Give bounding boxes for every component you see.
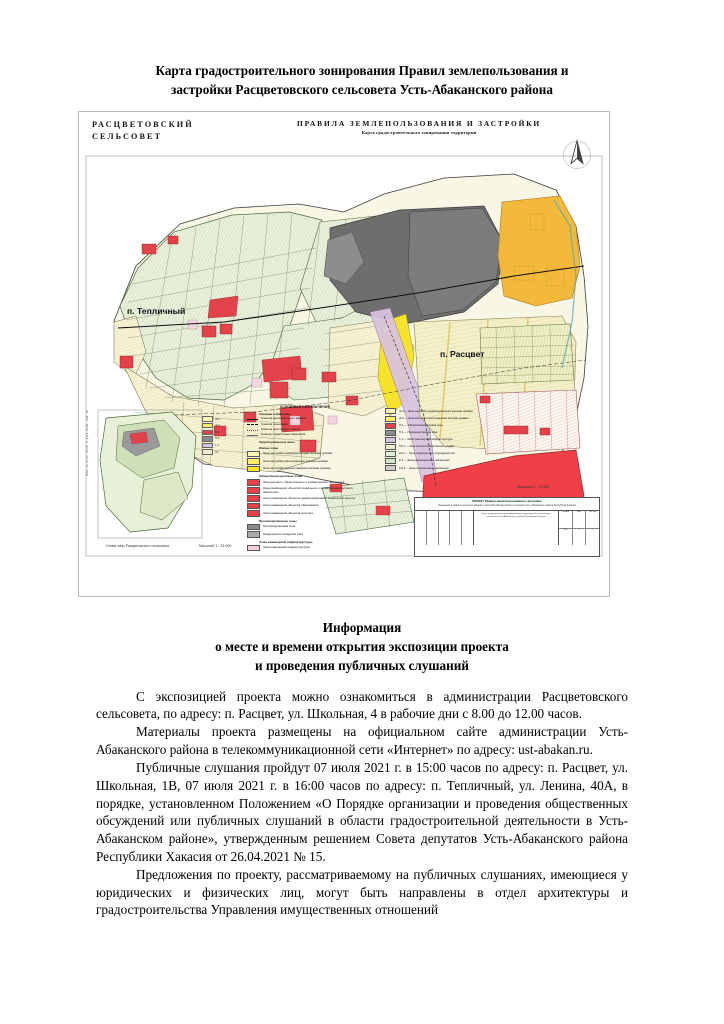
legend-row <box>246 428 364 432</box>
legend-zone-label: Т-1 — Зона транспортной инфраструктуры <box>399 438 453 442</box>
legend-row <box>246 531 364 537</box>
north-arrow-icon <box>560 138 594 172</box>
zone-index-swatch <box>202 416 213 421</box>
title-block-cell-header: Листов <box>589 511 597 514</box>
legend-zone-row <box>384 465 504 471</box>
legend-color-swatch <box>247 479 260 485</box>
legend-subgroup-title: Границы и кварталы <box>259 411 291 416</box>
zone-index-row <box>202 423 242 428</box>
legend-group-title: Зоны инженерной инфраструктуры <box>259 539 313 544</box>
title-block-cell-header: Лист <box>573 511 587 528</box>
legend-row <box>246 495 364 501</box>
legend-body <box>246 412 364 552</box>
legend-zone-label: СХ-2 — Зона садоводства и огородничества <box>399 452 455 456</box>
zone-index-row <box>202 416 242 421</box>
map-scale-inset: Масштаб 1 : 25 000 <box>199 544 232 549</box>
legend-row <box>246 545 364 551</box>
legend-line-sample <box>247 433 258 437</box>
legend-zone-label: СН-1 — Зона специального назначения <box>399 466 449 470</box>
legend-label: Производственная зона <box>263 524 296 529</box>
title-block-cell-value: ПЗЗ <box>559 529 573 546</box>
legend-row <box>246 451 364 457</box>
legend-subgroup-title: Жилые зоны <box>259 445 279 450</box>
legend-row <box>246 510 364 516</box>
legend-zone-row <box>384 430 504 436</box>
legend-label: Зона размещения объектов образования <box>263 503 319 508</box>
legend-zone-label: П-1 — Производственная зона <box>399 431 438 435</box>
zone-index-column <box>202 416 242 455</box>
legend-zone-swatch <box>385 458 396 464</box>
legend-color-swatch <box>247 524 260 530</box>
info-heading-line-1: Информация <box>322 620 402 636</box>
title-block-cell-header: Стадия <box>559 511 573 528</box>
legend-label: Граница населённого пункта <box>261 427 300 431</box>
legend-label: Зона делового, общественного и коммерческого назначения <box>263 479 345 484</box>
title-block-stage <box>559 511 599 545</box>
page-title-line-1: Карта градостроительного зонирования Правил землепользования и <box>155 63 569 78</box>
map-organization-line-2: СЕЛЬСОВЕТ <box>92 132 163 142</box>
legend-row <box>246 466 364 472</box>
legend-zone-swatch <box>385 423 396 429</box>
legend-zone-label: Ж-2 — Зона застройки малоэтажными жилыми домами <box>399 416 469 420</box>
title-block-sheet-name: Карта градостроительного зонирования территории Расцветовского сельсовета Усть-Абаканского района Республики Хакасия <box>474 511 559 545</box>
paragraph-website: Материалы проекта размещены на официальном сайте администрации Усть-Абаканского района в телекоммуникационной сети «Интернет» по адресу: ust-abakan.ru. <box>96 724 628 758</box>
zoning-map-figure <box>78 111 610 597</box>
zone-index-swatch <box>202 443 213 448</box>
inset-map <box>98 410 202 538</box>
legend-zone-row <box>384 408 504 414</box>
legend-zone-row <box>384 444 504 450</box>
legend-label: Зона размещения объектов здравоохранения и социальной защиты <box>263 495 355 500</box>
legend-label: Зона застройки индивидуальными жилыми домами <box>263 451 333 456</box>
legend-row <box>246 422 364 426</box>
info-heading-line-3: и проведения публичных слушаний <box>255 657 469 673</box>
zone-index-row <box>202 430 242 435</box>
legend-line-sample <box>247 428 258 432</box>
map-rules-title: ПРАВИЛА ЗЕМЛЕПОЛЬЗОВАНИЯ И ЗАСТРОЙКИ <box>296 119 542 129</box>
paragraph-hearings: Публичные слушания пройдут 07 июля 2021 г. в 15:00 часов по адресу: п. Расцвет, ул. Школьная, 1В, 07 июля 2021 г. в 16:00 часов по адресу: п. Тепличный, ул. Ленина, 40А, в порядке, установленном Положением «О Порядке организации и проведения общественных обсуждений или публичных слушаний в области градостроительной деятельности в Усть-Абаканском районе», утвержденным решением Совета депутатов Усть-Абаканского района Республики Хакасия от 26.04.2021 № 15. <box>96 759 628 864</box>
legend-zone-swatch <box>385 416 396 422</box>
zone-index-swatch <box>202 449 213 454</box>
legend-zone-codes <box>384 408 504 472</box>
legend-row <box>246 479 364 485</box>
legend-zone-label: Ж-1 — Зона застройки индивидуальными жилыми домами <box>399 409 473 413</box>
map-scale-main: Масштаб 1 : 10 000 <box>517 485 550 490</box>
legend-row <box>246 417 364 421</box>
map-rules-subtitle: Карта градостроительного зонирования территории <box>361 130 477 136</box>
legend-color-swatch <box>247 495 260 501</box>
zone-garden-east <box>480 324 574 384</box>
legend-label: Зона размещения объектов социального и коммунально-бытового назначения <box>263 485 353 494</box>
map-title-block <box>414 497 600 557</box>
map-inset-caption: Схема зоны Расцветовского сельсовета <box>106 544 170 549</box>
legend-row <box>246 503 364 509</box>
legend-row <box>246 524 364 530</box>
zone-index-row <box>202 436 242 441</box>
title-block-signatures <box>415 511 474 545</box>
legend-line-sample <box>247 422 258 426</box>
page-title <box>96 0 628 99</box>
legend-row <box>246 458 364 464</box>
legend-title: УСЛОВНЫЕ ОБОЗНАЧЕНИЯ <box>279 405 331 410</box>
zone-index-row <box>202 443 242 448</box>
legend-zone-swatch <box>385 451 396 457</box>
legend-label: Граница сельсовета <box>261 421 289 426</box>
legend-zone-swatch <box>385 408 396 414</box>
zone-index-swatch <box>202 436 213 441</box>
title-block-grid <box>415 510 599 545</box>
map-label-teplichny: п. Тепличный <box>127 306 186 317</box>
zone-index-code: Ж-1 <box>215 417 220 421</box>
legend-zone-label: СХ-1 — Зона сельскохозяйственных угодий <box>399 445 454 449</box>
zone-index-row <box>202 449 242 454</box>
legend-color-swatch <box>247 531 260 537</box>
legend-color-swatch <box>247 458 260 464</box>
zone-orange-ne <box>498 196 580 306</box>
legend-zone-swatch <box>385 465 396 471</box>
legend-label: Зона инженерной инфраструктуры <box>263 545 310 550</box>
legend-label: Зона застройки среднеэтажными жилыми домами <box>263 466 331 471</box>
legend-color-swatch <box>247 466 260 472</box>
legend-color-swatch <box>247 503 260 509</box>
legend-zone-row <box>384 416 504 422</box>
page-title-line-2: застройки Расцветовского сельсовета Усть-Абаканского района <box>171 81 553 97</box>
paragraph-proposals: Предложения по проекту, рассматриваемому на публичных слушаниях, имеющиеся у юридических и физических лиц, могут быть направлены в отдел архитектуры и градостроительства Управления имущественных отношений <box>96 866 628 918</box>
legend-group-title: Производственные зоны <box>259 518 297 523</box>
zone-index-code: П-1 <box>215 437 220 441</box>
legend-color-swatch <box>247 510 260 516</box>
legend-zone-row <box>384 458 504 464</box>
map-margin-stamp: Инв. № подл. Подп. и дата Взам. инв. № <box>85 410 89 477</box>
legend-row <box>246 487 364 494</box>
legend-color-swatch <box>247 451 260 457</box>
legend-zone-label: О-1 — Общественно-деловая зона <box>399 423 443 427</box>
zoning-map-canvas <box>84 116 604 592</box>
legend-zone-swatch <box>385 444 396 450</box>
legend-zone-row <box>384 437 504 443</box>
info-body <box>96 688 628 920</box>
legend-group-title: Общественно-деловые зоны <box>259 474 303 479</box>
legend-zone-swatch <box>385 437 396 443</box>
title-block-cell-value: 1 <box>573 529 587 546</box>
info-heading-line-2: о месте и времени открытия экспозиции проекта <box>215 639 509 655</box>
map-legend <box>246 405 364 552</box>
zone-index-code: СХ <box>215 450 219 454</box>
legend-label: Зона размещения объектов культуры <box>263 510 314 515</box>
zone-index-code: О-1 <box>215 430 220 434</box>
legend-label: Граница муниципального района <box>261 416 306 421</box>
title-block-head: ПРОЕКТ Правил землепользования и застройки <box>472 499 542 504</box>
title-block-cell-value: 1 <box>592 528 594 531</box>
zone-index-swatch <box>202 423 213 428</box>
info-heading <box>96 597 628 675</box>
map-organization-line-1: РАСЦВЕТОВСКИЙ <box>92 120 194 130</box>
legend-zone-row <box>384 451 504 457</box>
legend-zone-swatch <box>385 430 396 436</box>
paragraph-exposition: С экспозицией проекта можно ознакомиться в администрации Расцветовского сельсовета, по адресу: п. Расцвет, ул. Школьная, 4 в рабочие дни с 8.00 до 12.00 часов. <box>96 688 628 722</box>
legend-line-sample <box>247 417 258 421</box>
map-label-rascvet: п. Расцвет <box>440 349 485 360</box>
legend-color-swatch <box>247 545 260 551</box>
zone-index-code: Т-1 <box>215 443 219 447</box>
legend-zone-row <box>384 423 504 429</box>
legend-color-swatch <box>247 487 260 493</box>
legend-label: Коммунально-складская зона <box>263 531 303 536</box>
zone-index-code: Ж-2 <box>215 424 220 428</box>
zone-index-swatch <box>202 430 213 435</box>
legend-label: Зона застройки малоэтажными жилыми домами <box>263 458 329 463</box>
legend-zone-label: Р-1 — Зона рекреационного назначения <box>399 459 450 463</box>
legend-row <box>246 433 364 437</box>
legend-label: Границы кадастровых кварталов <box>261 432 306 437</box>
title-block-sub: Изменения в правила землепользования и застройки Расцветовского сельсовета Усть-Абаканского района Республики Хакасия <box>438 505 576 508</box>
legend-group-title: Территориальные зоны <box>259 439 295 444</box>
